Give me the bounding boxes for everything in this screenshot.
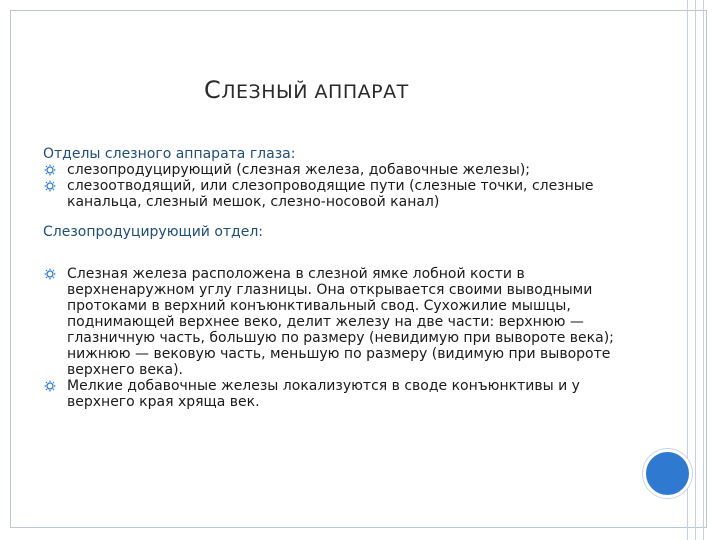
list-item	[43, 162, 623, 178]
list-item-text: Слезная железа расположена в слезной ямке лобной кости в верхненаружном углу глазницы. Она открывается своими выводными протоками в верхний конъюнктивальный свод. Сухожилие мышцы, поднимающей верхнее веко, делит железу на две части: верхнюю — глазничную часть, большую по размеру (невидимую при вывороте века); нижнюю — вековую часть, меньшую по размеру (видимую при вывороте верхнего века).	[67, 266, 614, 378]
slide-content	[43, 146, 623, 410]
sun-bullet-icon	[44, 268, 56, 280]
section2-heading: Слезопродуцирующий отдел:	[43, 224, 264, 240]
list-item-text: Мелкие добавочные железы локализуются в своде конъюнктивы и у верхнего края хряща век.	[67, 378, 580, 410]
section1-list	[43, 162, 623, 210]
section2-list	[43, 266, 623, 410]
title-initial: С	[204, 76, 222, 104]
title-rest: ЛЕЗНЫЙ АППАРАТ	[221, 81, 409, 103]
slide-title	[204, 76, 409, 104]
circle-icon	[643, 449, 692, 498]
list-item	[43, 378, 623, 410]
list-item	[43, 266, 623, 378]
sun-bullet-icon	[44, 180, 56, 192]
list-item-text: слезоотводящий, или слезопроводящие пути (слезные точки, слезные канальца, слезный мешок, слезно-носовой канал)	[67, 178, 594, 210]
decorative-lines	[685, 0, 720, 540]
sun-bullet-icon	[44, 164, 56, 176]
list-item-text: слезопродуцирующий (слезная железа, добавочные железы);	[67, 162, 531, 178]
sun-bullet-icon	[44, 380, 56, 392]
list-item	[43, 178, 623, 210]
section1-heading: Отделы слезного аппарата глаза:	[43, 146, 296, 162]
